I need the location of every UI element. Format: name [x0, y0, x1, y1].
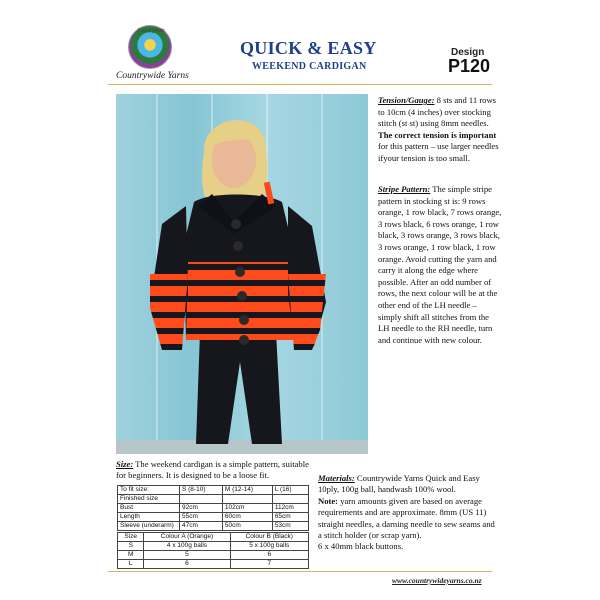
table-cell: Colour A (Orange) — [144, 533, 230, 542]
table-cell: 92cm — [180, 504, 223, 513]
table-cell: 102cm — [222, 504, 272, 513]
size-table — [117, 485, 309, 531]
table-row — [118, 522, 309, 531]
table-cell: 6 — [230, 551, 308, 560]
tension-heading: Tension/Gauge: — [378, 95, 435, 105]
size-heading: Size: — [116, 459, 134, 469]
stripe-text: The simple stripe pattern in stocking st is: 9 rows orange, 1 row black, 7 rows orange, 3 rows black, 6 rows orange, 1 row black, 3 rows orange, 3 rows black, 3 rows orange, 1 row black, 1 row orange. Avoid cutting the yarn and carry it along the edge where possible. After an odd number of rows, the next colour will be at the other end of the LH needle – simply shift all stitches from the LH needle to the RH needle, turn and continue with new colour. — [378, 184, 502, 345]
brand-name: Countrywide Yarns — [116, 71, 189, 81]
model-photo — [116, 94, 368, 454]
stripe-heading: Stripe Pattern: — [378, 184, 431, 194]
table-cell: L (16) — [272, 486, 308, 495]
pattern-title: QUICK & EASY — [240, 38, 377, 58]
table-cell: 65cm — [272, 513, 308, 522]
table-row — [118, 533, 309, 542]
table-row — [118, 495, 309, 504]
table-cell: 5 — [144, 551, 230, 560]
table-row — [118, 560, 309, 569]
table-cell: 53cm — [272, 522, 308, 531]
table-cell: M — [118, 551, 144, 560]
table-cell: 55cm — [180, 513, 223, 522]
table-cell: Sleeve (underarm) — [118, 522, 180, 531]
tension-text: 8 sts and 11 rows to 10cm (4 inches) over stocking stitch (st st) using 8mm needles. — [378, 95, 497, 129]
note-label: Note: — [318, 495, 339, 506]
table-cell: S — [118, 542, 144, 551]
tension-emphasis: The correct tension is important — [378, 129, 497, 140]
table-cell: 47cm — [180, 522, 223, 531]
table-cell: Length — [118, 513, 180, 522]
table-row — [118, 542, 309, 551]
tension-text-2: for this pattern – use larger needles ifyour tension is too small. — [378, 141, 499, 163]
table-cell: 112cm — [272, 504, 308, 513]
table-cell: 4 x 100g balls — [144, 542, 230, 551]
buttons-text: 6 x 40mm black buttons. — [318, 541, 404, 552]
table-row — [118, 513, 309, 522]
website-link[interactable]: www.countrywideyarns.co.nz — [392, 576, 482, 585]
table-cell: 50cm — [222, 522, 272, 531]
size-section — [116, 459, 316, 482]
materials-text: Countrywide Yarns Quick and Easy 10ply, 100g ball, handwash 100% wool. — [318, 473, 480, 495]
cardigan-illustration — [116, 94, 368, 454]
table-cell: 5 x 100g balls — [230, 542, 308, 551]
table-cell: M (12-14) — [222, 486, 272, 495]
design-code: P120 — [448, 56, 491, 76]
table-cell: S (8-10) — [180, 486, 223, 495]
logo-text: Countrywide — [137, 28, 165, 34]
size-text: The weekend cardigan is a simple pattern, suitable for beginners. It is designed to be a loose fit. — [116, 459, 309, 481]
table-row — [118, 551, 309, 560]
table-cell — [180, 495, 223, 504]
table-cell — [272, 495, 308, 504]
table-cell — [222, 495, 272, 504]
tension-section — [378, 95, 502, 165]
pattern-subtitle: WEEKEND CARDIGAN — [252, 61, 367, 72]
table-cell: To fit size: — [118, 486, 180, 495]
yarn-quantity-table — [117, 532, 309, 569]
note-text: yarn amounts given are based on average requirements and are approximate. 8mm (US 11) straight needles, a darning needle to sew seams and a stitch holder (or scrap yarn). — [318, 495, 495, 541]
table-row — [118, 504, 309, 513]
table-cell: Bust — [118, 504, 180, 513]
table-cell: 6 — [144, 560, 230, 569]
table-cell: Colour B (Black) — [230, 533, 308, 542]
design-label: Design — [451, 47, 485, 58]
footer-divider — [108, 571, 492, 572]
table-cell: L — [118, 560, 144, 569]
stripe-section — [378, 184, 502, 346]
header-divider — [108, 84, 492, 85]
table-row — [118, 486, 309, 495]
table-cell: 7 — [230, 560, 308, 569]
table-cell: Size — [118, 533, 144, 542]
table-cell: Finished size — [118, 495, 180, 504]
table-cell: 60cm — [222, 513, 272, 522]
materials-heading: Materials: — [318, 473, 355, 483]
materials-section — [318, 473, 498, 553]
